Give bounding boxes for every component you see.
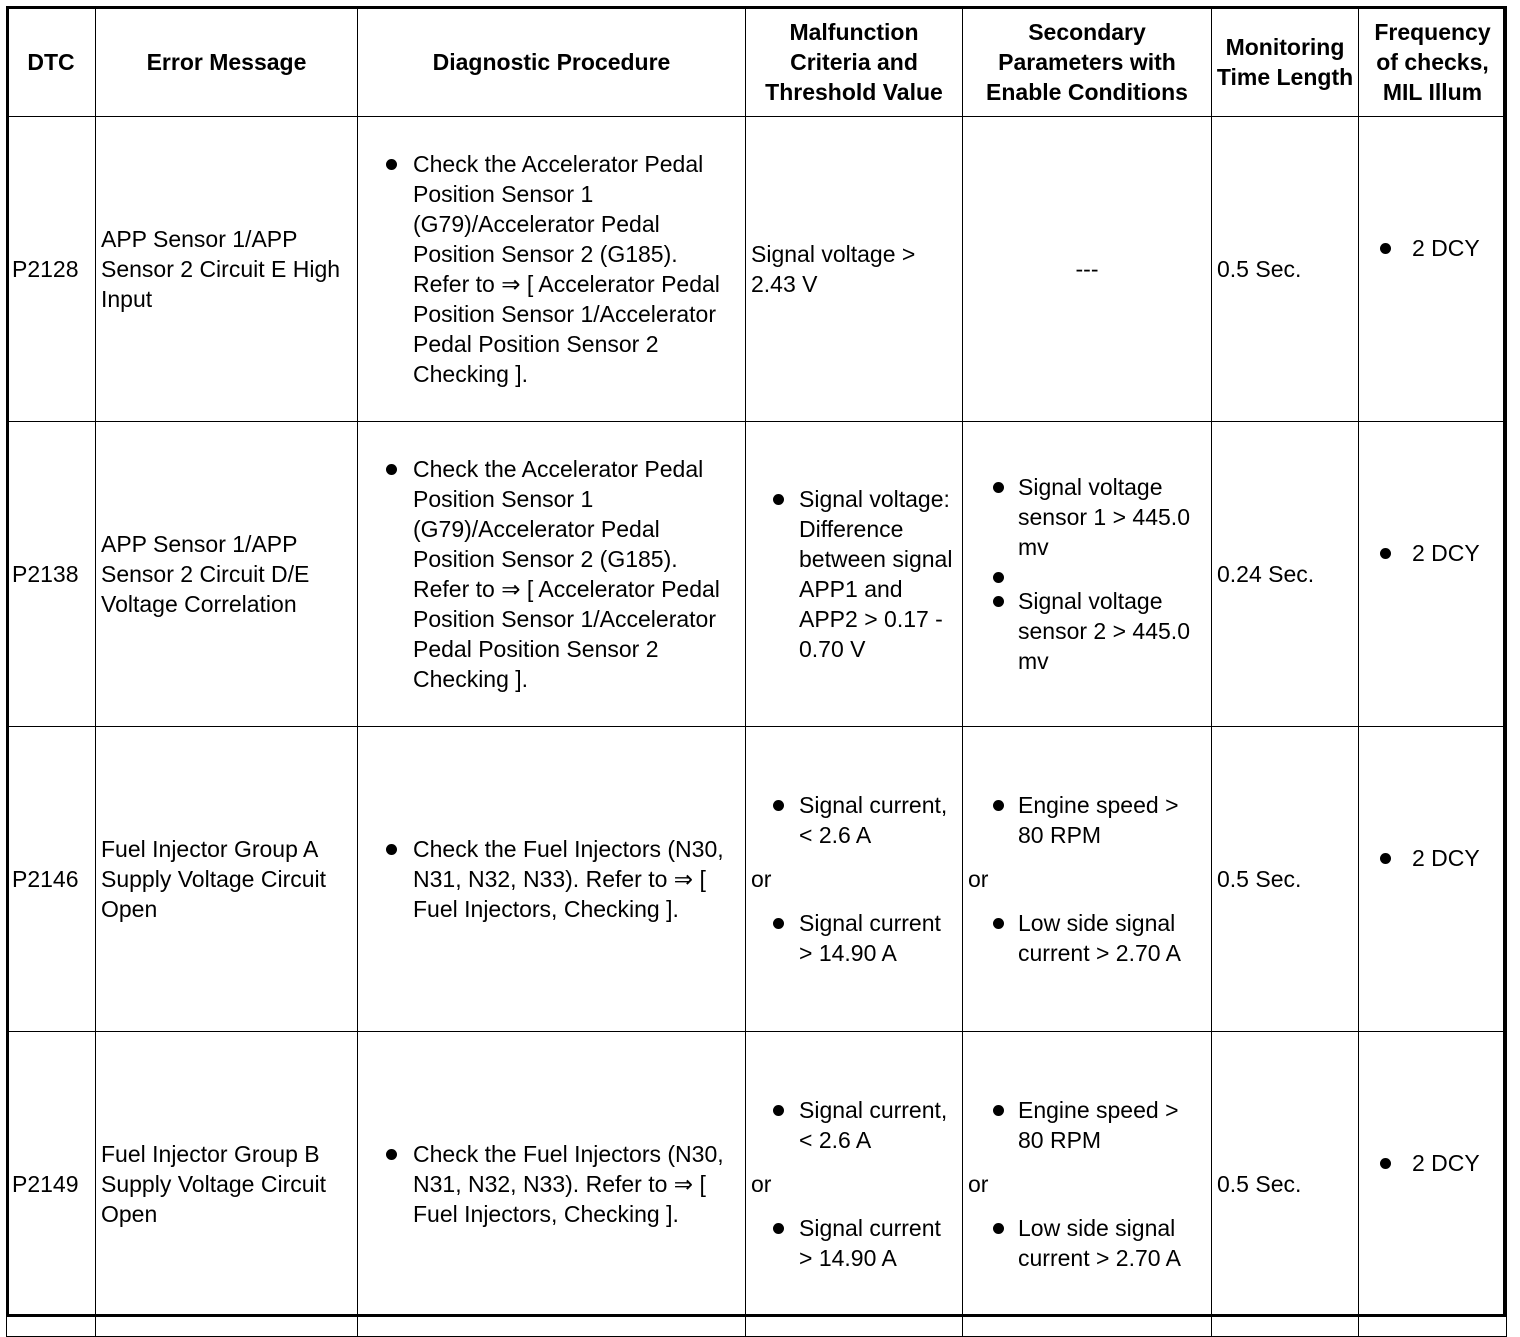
frequency-item: 2 DCY bbox=[1364, 1148, 1501, 1178]
frequency-item: 2 DCY bbox=[1364, 538, 1501, 568]
secondary-item: Engine speed > 80 RPM bbox=[968, 1095, 1206, 1155]
criteria-item: Signal current, < 2.6 A bbox=[751, 790, 957, 850]
secondary-parameters: --- bbox=[963, 117, 1212, 422]
header-monitoring-time: Monitoring Time Length bbox=[1212, 7, 1359, 117]
or-label: or bbox=[968, 866, 989, 892]
or-label: or bbox=[968, 1171, 989, 1197]
criteria-item: Signal voltage: Difference between signal APP1 and APP2 > 0.17 - 0.70 V bbox=[751, 484, 957, 664]
or-label: or bbox=[751, 866, 772, 892]
header-secondary-parameters: Secondary Parameters with Enable Conditions bbox=[963, 7, 1212, 117]
criteria-item: Signal current > 14.90 A bbox=[751, 1213, 957, 1273]
monitoring-time: 0.5 Sec. bbox=[1212, 1032, 1359, 1337]
header-malfunction-criteria: Malfunction Criteria and Threshold Value bbox=[746, 7, 963, 117]
header-diagnostic-procedure: Diagnostic Procedure bbox=[358, 7, 746, 117]
dtc-code: P2128 bbox=[7, 117, 96, 422]
monitoring-time: 0.24 Sec. bbox=[1212, 422, 1359, 727]
error-message: Fuel Injector Group A Supply Voltage Circuit Open bbox=[96, 727, 358, 1032]
secondary-item: Engine speed > 80 RPM bbox=[968, 790, 1206, 850]
header-frequency: Frequency of checks, MIL Illum bbox=[1359, 7, 1507, 117]
secondary-item: Low side signal current > 2.70 A bbox=[968, 908, 1206, 968]
error-message: Fuel Injector Group B Supply Voltage Circuit Open bbox=[96, 1032, 358, 1337]
malfunction-criteria: Signal voltage > 2.43 V bbox=[746, 117, 963, 422]
table-outer-border bbox=[6, 6, 1506, 1317]
frequency-item: 2 DCY bbox=[1364, 843, 1501, 873]
criteria-item: Signal current > 14.90 A bbox=[751, 908, 957, 968]
or-label: or bbox=[751, 1171, 772, 1197]
dtc-code: P2149 bbox=[7, 1032, 96, 1337]
frequency-item: 2 DCY bbox=[1364, 233, 1501, 263]
monitoring-time: 0.5 Sec. bbox=[1212, 117, 1359, 422]
procedure-item: Check the Fuel Injectors (N30, N31, N32, N33). Refer to ⇒ [ Fuel Injectors, Checking ]. bbox=[363, 1139, 732, 1229]
criteria-item: Signal current, < 2.6 A bbox=[751, 1095, 957, 1155]
monitoring-time: 0.5 Sec. bbox=[1212, 727, 1359, 1032]
dtc-code: P2146 bbox=[7, 727, 96, 1032]
secondary-item: Signal voltage sensor 1 > 445.0 mv bbox=[968, 472, 1206, 562]
secondary-item: Signal voltage sensor 2 > 445.0 mv bbox=[968, 586, 1206, 676]
error-message: APP Sensor 1/APP Sensor 2 Circuit E High Input bbox=[96, 117, 358, 422]
error-message: APP Sensor 1/APP Sensor 2 Circuit D/E Voltage Correlation bbox=[96, 422, 358, 727]
procedure-item: Check the Accelerator Pedal Position Sensor 1 (G79)/Accelerator Pedal Position Sensor 2 (G185). Refer to ⇒ [ Accelerator Pedal Position Sensor 1/Accelerator Pedal Position Sensor 2 Checking ]. bbox=[363, 454, 732, 694]
procedure-item: Check the Fuel Injectors (N30, N31, N32, N33). Refer to ⇒ [ Fuel Injectors, Checking ]. bbox=[363, 834, 732, 924]
procedure-item: Check the Accelerator Pedal Position Sensor 1 (G79)/Accelerator Pedal Position Sensor 2 (G185). Refer to ⇒ [ Accelerator Pedal Position Sensor 1/Accelerator Pedal Position Sensor 2 Checking ]. bbox=[363, 149, 732, 389]
secondary-item: Low side signal current > 2.70 A bbox=[968, 1213, 1206, 1273]
dtc-code: P2138 bbox=[7, 422, 96, 727]
header-dtc: DTC bbox=[7, 7, 96, 117]
header-error-message: Error Message bbox=[96, 7, 358, 117]
